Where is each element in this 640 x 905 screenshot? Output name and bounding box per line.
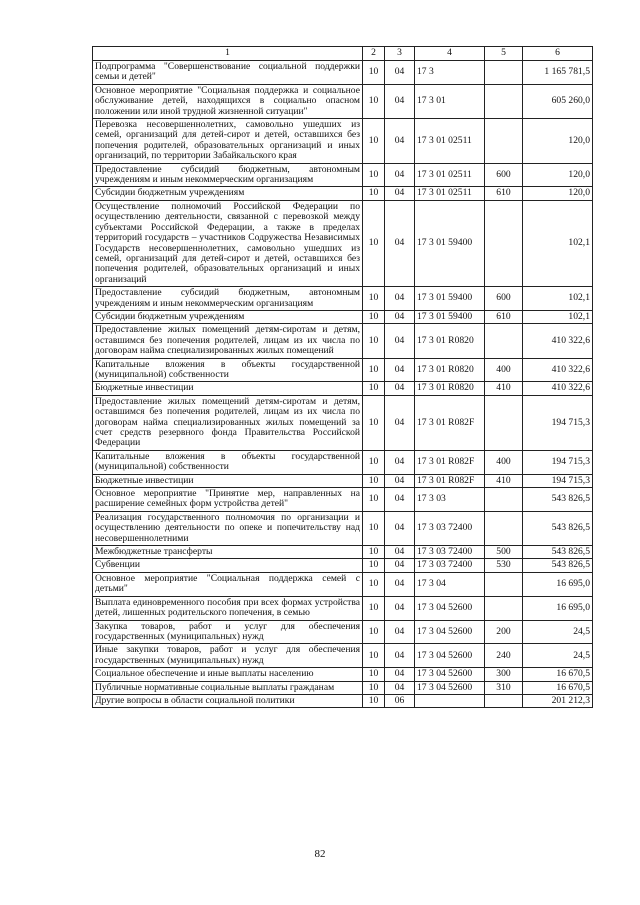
row-target-article: 17 3 01 <box>415 84 485 118</box>
row-subsection: 04 <box>385 119 415 164</box>
table-row <box>93 511 593 545</box>
row-target-article: 17 3 03 <box>415 488 485 512</box>
row-target-article: 17 3 01 R082F <box>415 450 485 474</box>
table-row <box>93 200 593 286</box>
table-row <box>93 395 593 450</box>
row-subsection: 04 <box>385 474 415 487</box>
row-section: 10 <box>363 546 385 559</box>
row-expense-type: 600 <box>485 287 523 311</box>
table-row <box>93 119 593 164</box>
row-amount: 102,1 <box>523 310 593 323</box>
row-expense-type: 240 <box>485 644 523 668</box>
row-amount: 16 695,0 <box>523 572 593 596</box>
row-amount: 543 826,5 <box>523 488 593 512</box>
row-name: Другие вопросы в области социальной политики <box>93 694 363 707</box>
row-expense-type <box>485 596 523 620</box>
table-row <box>93 163 593 187</box>
row-expense-type: 310 <box>485 681 523 694</box>
table-row <box>93 668 593 681</box>
row-section: 10 <box>363 474 385 487</box>
row-name: Бюджетные инвестиции <box>93 474 363 487</box>
row-amount: 102,1 <box>523 200 593 286</box>
row-subsection: 04 <box>385 324 415 358</box>
row-section: 10 <box>363 559 385 572</box>
row-subsection: 04 <box>385 200 415 286</box>
row-section: 10 <box>363 119 385 164</box>
row-subsection: 04 <box>385 287 415 311</box>
row-amount: 194 715,3 <box>523 474 593 487</box>
header-cell-expense-type: 5 <box>485 47 523 61</box>
row-amount: 543 826,5 <box>523 546 593 559</box>
row-name: Предоставление жилых помещений детям-сиротам и детям, оставшимся без попечения родителей, лицам из их числа по договорам найма специализированных жилых помещений <box>93 324 363 358</box>
row-target-article <box>415 694 485 707</box>
row-amount: 410 322,6 <box>523 382 593 395</box>
row-name: Перевозка несовершеннолетних, самовольно ушедших из семей, организаций для детей-сирот и детей, оставшихся без попечения родителей, образовательных организаций и иных организаций, по территории Забайкальского края <box>93 119 363 164</box>
row-amount: 1 165 781,5 <box>523 61 593 85</box>
row-section: 10 <box>363 450 385 474</box>
row-section: 10 <box>363 596 385 620</box>
row-amount: 24,5 <box>523 620 593 644</box>
row-expense-type <box>485 84 523 118</box>
table-row <box>93 559 593 572</box>
row-subsection: 04 <box>385 382 415 395</box>
row-section: 10 <box>363 681 385 694</box>
row-subsection: 04 <box>385 559 415 572</box>
row-amount: 543 826,5 <box>523 559 593 572</box>
row-name: Капитальные вложения в объекты государственной (муниципальной) собственности <box>93 450 363 474</box>
row-subsection: 04 <box>385 358 415 382</box>
row-amount: 16 670,5 <box>523 681 593 694</box>
row-expense-type <box>485 395 523 450</box>
row-subsection: 04 <box>385 395 415 450</box>
row-name: Реализация государственного полномочия по организации и осуществлению деятельности по опеке и попечительству над несовершеннолетними <box>93 511 363 545</box>
header-cell-name: 1 <box>93 47 363 61</box>
row-amount: 102,1 <box>523 287 593 311</box>
row-target-article: 17 3 04 <box>415 572 485 596</box>
table-row <box>93 84 593 118</box>
table-row <box>93 474 593 487</box>
row-expense-type: 500 <box>485 546 523 559</box>
row-section: 10 <box>363 395 385 450</box>
row-expense-type: 410 <box>485 382 523 395</box>
row-expense-type: 410 <box>485 474 523 487</box>
table-row <box>93 61 593 85</box>
row-expense-type <box>485 200 523 286</box>
row-target-article: 17 3 01 R0820 <box>415 324 485 358</box>
row-name: Капитальные вложения в объекты государственной (муниципальной) собственности <box>93 358 363 382</box>
row-amount: 194 715,3 <box>523 395 593 450</box>
table-row <box>93 310 593 323</box>
table-row <box>93 358 593 382</box>
row-name: Иные закупки товаров, работ и услуг для обеспечения государственных (муниципальных) нужд <box>93 644 363 668</box>
budget-table <box>92 46 593 708</box>
table-row <box>93 187 593 200</box>
row-target-article: 17 3 03 72400 <box>415 559 485 572</box>
row-section: 10 <box>363 324 385 358</box>
row-expense-type <box>485 488 523 512</box>
row-subsection: 04 <box>385 450 415 474</box>
row-target-article: 17 3 01 R0820 <box>415 358 485 382</box>
row-name: Основное мероприятие "Социальная поддержка и социальное обслуживание детей, находящихся в социально опасном положении или иной трудной жизненной ситуации" <box>93 84 363 118</box>
row-target-article: 17 3 01 59400 <box>415 310 485 323</box>
row-name: Закупка товаров, работ и услуг для обеспечения государственных (муниципальных) нужд <box>93 620 363 644</box>
row-subsection: 04 <box>385 187 415 200</box>
row-expense-type: 400 <box>485 358 523 382</box>
header-cell-subsection: 3 <box>385 47 415 61</box>
table-row <box>93 694 593 707</box>
row-amount: 543 826,5 <box>523 511 593 545</box>
row-target-article: 17 3 01 R082F <box>415 395 485 450</box>
row-target-article: 17 3 04 52600 <box>415 596 485 620</box>
table-row <box>93 620 593 644</box>
row-name: Выплата единовременного пособия при всех формах устройства детей, лишенных родительского попечения, в семью <box>93 596 363 620</box>
row-section: 10 <box>363 61 385 85</box>
table-row <box>93 596 593 620</box>
row-target-article: 17 3 04 52600 <box>415 620 485 644</box>
row-amount: 410 322,6 <box>523 324 593 358</box>
table-row <box>93 572 593 596</box>
table-row <box>93 644 593 668</box>
row-subsection: 04 <box>385 572 415 596</box>
row-name: Предоставление субсидий бюджетным, автономным учреждениям и иным некоммерческим организациям <box>93 163 363 187</box>
row-target-article: 17 3 01 59400 <box>415 200 485 286</box>
table-row <box>93 546 593 559</box>
row-target-article: 17 3 04 52600 <box>415 668 485 681</box>
row-section: 10 <box>363 200 385 286</box>
row-target-article: 17 3 <box>415 61 485 85</box>
table-row <box>93 287 593 311</box>
header-cell-amount: 6 <box>523 47 593 61</box>
row-name: Подпрограмма "Совершенствование социальной поддержки семьи и детей" <box>93 61 363 85</box>
row-target-article: 17 3 01 02511 <box>415 163 485 187</box>
row-subsection: 04 <box>385 546 415 559</box>
row-name: Субсидии бюджетным учреждениям <box>93 187 363 200</box>
row-target-article: 17 3 01 02511 <box>415 119 485 164</box>
row-section: 10 <box>363 644 385 668</box>
row-amount: 410 322,6 <box>523 358 593 382</box>
row-section: 10 <box>363 382 385 395</box>
row-section: 10 <box>363 620 385 644</box>
row-subsection: 04 <box>385 644 415 668</box>
table-row <box>93 382 593 395</box>
row-target-article: 17 3 04 52600 <box>415 644 485 668</box>
row-name: Субвенции <box>93 559 363 572</box>
row-target-article: 17 3 01 02511 <box>415 187 485 200</box>
row-expense-type: 600 <box>485 163 523 187</box>
row-name: Основное мероприятие "Социальная поддержка семей с детьми" <box>93 572 363 596</box>
row-subsection: 04 <box>385 84 415 118</box>
row-amount: 24,5 <box>523 644 593 668</box>
row-amount: 120,0 <box>523 163 593 187</box>
row-name: Осуществление полномочий Российской Федерации по осуществлению деятельности, связанной с перевозкой между субъектами Российской Федерации, а также в пределах территорий государств – участников Содружества Независимых Государств несовершеннолетних, самовольно ушедших из семей, организаций для детей-сирот и детей, оставшихся без попечения родителей, образовательных организаций и иных организаций <box>93 200 363 286</box>
row-section: 10 <box>363 694 385 707</box>
row-section: 10 <box>363 187 385 200</box>
header-cell-target-article: 4 <box>415 47 485 61</box>
table-row <box>93 681 593 694</box>
row-target-article: 17 3 01 59400 <box>415 287 485 311</box>
table-row <box>93 450 593 474</box>
row-subsection: 06 <box>385 694 415 707</box>
row-target-article: 17 3 03 72400 <box>415 511 485 545</box>
row-expense-type: 530 <box>485 559 523 572</box>
row-target-article: 17 3 01 R0820 <box>415 382 485 395</box>
row-name: Основное мероприятие "Принятие мер, направленных на расширение семейных форм устройства детей" <box>93 488 363 512</box>
row-name: Социальное обеспечение и иные выплаты населению <box>93 668 363 681</box>
row-expense-type <box>485 572 523 596</box>
row-name: Предоставление субсидий бюджетным, автономным учреждениям и иным некоммерческим организациям <box>93 287 363 311</box>
row-name: Субсидии бюджетным учреждениям <box>93 310 363 323</box>
row-target-article: 17 3 03 72400 <box>415 546 485 559</box>
header-cell-section: 2 <box>363 47 385 61</box>
row-subsection: 04 <box>385 61 415 85</box>
row-section: 10 <box>363 572 385 596</box>
row-expense-type: 200 <box>485 620 523 644</box>
row-expense-type: 400 <box>485 450 523 474</box>
row-name: Предоставление жилых помещений детям-сиротам и детям, оставшимся без попечения родителей, лицам из их числа по договорам найма специализированных жилых помещений за счет средств резервного фонда Правительства Российской Федерации <box>93 395 363 450</box>
row-amount: 605 260,0 <box>523 84 593 118</box>
row-expense-type: 300 <box>485 668 523 681</box>
page-number: 82 <box>314 848 326 860</box>
row-subsection: 04 <box>385 620 415 644</box>
row-section: 10 <box>363 310 385 323</box>
row-name: Межбюджетные трансферты <box>93 546 363 559</box>
row-subsection: 04 <box>385 596 415 620</box>
row-expense-type <box>485 511 523 545</box>
row-subsection: 04 <box>385 310 415 323</box>
row-amount: 194 715,3 <box>523 450 593 474</box>
row-section: 10 <box>363 84 385 118</box>
row-subsection: 04 <box>385 681 415 694</box>
row-subsection: 04 <box>385 488 415 512</box>
row-section: 10 <box>363 287 385 311</box>
header-row <box>93 47 593 61</box>
row-expense-type <box>485 61 523 85</box>
row-subsection: 04 <box>385 511 415 545</box>
row-name: Бюджетные инвестиции <box>93 382 363 395</box>
row-amount: 120,0 <box>523 187 593 200</box>
row-section: 10 <box>363 488 385 512</box>
row-target-article: 17 3 01 R082F <box>415 474 485 487</box>
row-expense-type <box>485 694 523 707</box>
row-amount: 120,0 <box>523 119 593 164</box>
row-section: 10 <box>363 668 385 681</box>
table-row <box>93 324 593 358</box>
row-section: 10 <box>363 358 385 382</box>
row-subsection: 04 <box>385 668 415 681</box>
row-target-article: 17 3 04 52600 <box>415 681 485 694</box>
row-section: 10 <box>363 511 385 545</box>
row-section: 10 <box>363 163 385 187</box>
row-expense-type <box>485 119 523 164</box>
row-expense-type: 610 <box>485 310 523 323</box>
row-name: Публичные нормативные социальные выплаты гражданам <box>93 681 363 694</box>
table-row <box>93 488 593 512</box>
row-expense-type: 610 <box>485 187 523 200</box>
row-amount: 16 695,0 <box>523 596 593 620</box>
row-subsection: 04 <box>385 163 415 187</box>
row-amount: 201 212,3 <box>523 694 593 707</box>
row-amount: 16 670,5 <box>523 668 593 681</box>
row-expense-type <box>485 324 523 358</box>
